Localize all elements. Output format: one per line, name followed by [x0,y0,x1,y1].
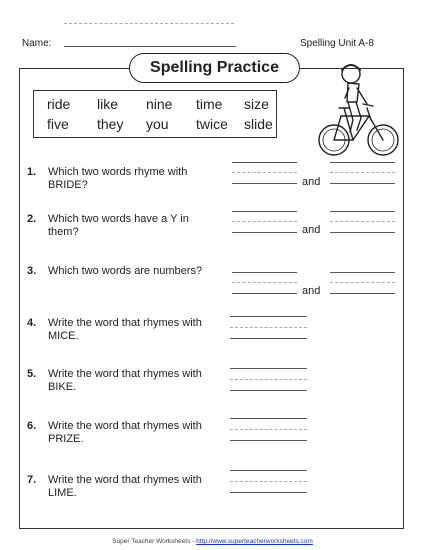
answer-guide-line [230,481,307,482]
word-bank-word: nine [146,96,173,112]
answer-guide-line [230,470,307,471]
word-bank-word: like [97,96,119,112]
answer-guide-line [330,211,395,212]
and-label: and [302,224,321,236]
answer-guide-line [232,172,297,173]
answer-guide-line [330,272,395,273]
answer-guide-line [232,162,297,163]
word-bank-word: you [146,116,169,132]
word-bank-word: size [244,96,269,112]
name-label: Name: [22,38,52,49]
word-bank-word: twice [196,116,228,132]
question-number: 5. [27,368,37,380]
answer-guide-line [330,221,395,222]
word-bank-word: ride [47,96,71,112]
question-text: Which two words have a Y in them? [48,213,189,238]
question-text: Write the word that rhymes with LIME. [48,474,202,499]
question-text: Write the word that rhymes with BIKE. [48,368,202,393]
answer-guide-line [230,379,307,380]
word-bank-word: five [47,116,69,132]
question-number: 4. [27,317,37,329]
word-bank [33,90,277,138]
answer-guide-line [230,368,307,369]
answer-guide-line [330,172,395,173]
answer-line[interactable] [230,492,307,493]
question-text: Which two words are numbers? [48,265,203,277]
and-label: and [302,285,321,297]
answer-line[interactable] [330,293,395,294]
question-number: 3. [27,265,37,277]
answer-guide-line [230,429,307,430]
question-number: 2. [27,213,37,225]
unit-label: Spelling Unit A-8 [300,38,374,49]
answer-line[interactable] [230,338,307,339]
question-number: 6. [27,420,37,432]
and-label: and [302,176,321,188]
answer-guide-line [230,316,307,317]
question-number: 1. [27,166,37,178]
answer-guide-line [232,272,297,273]
word-bank-word: time [196,96,223,112]
answer-guide-line [330,162,395,163]
question-number: 7. [27,474,37,486]
answer-guide-line [230,418,307,419]
question-text: Write the word that rhymes with PRIZE. [48,420,202,445]
name-field-line[interactable] [64,46,236,47]
answer-line[interactable] [232,232,297,233]
footer-text: Super Teacher Worksheets - [112,538,195,545]
answer-guide-line [230,327,307,328]
answer-guide-line [232,282,297,283]
answer-line[interactable] [330,183,395,184]
answer-line[interactable] [230,440,307,441]
answer-guide-line [232,211,297,212]
footer-link[interactable]: http://www.superteacherworksheets.com [196,538,313,545]
page-footer [0,538,425,546]
answer-line[interactable] [330,232,395,233]
answer-line[interactable] [232,183,297,184]
question-text: Write the word that rhymes with MICE. [48,317,202,342]
question-text: Which two words rhyme with BRIDE? [48,166,188,191]
boy-on-bicycle-illustration [317,58,401,160]
answer-guide-line [330,282,395,283]
word-bank-word: slide [244,116,273,132]
worksheet-title: Spelling Practice [129,53,300,83]
answer-guide-line [232,221,297,222]
answer-line[interactable] [232,293,297,294]
name-guide-line [64,23,234,24]
word-bank-word: they [97,116,124,132]
answer-line[interactable] [230,390,307,391]
